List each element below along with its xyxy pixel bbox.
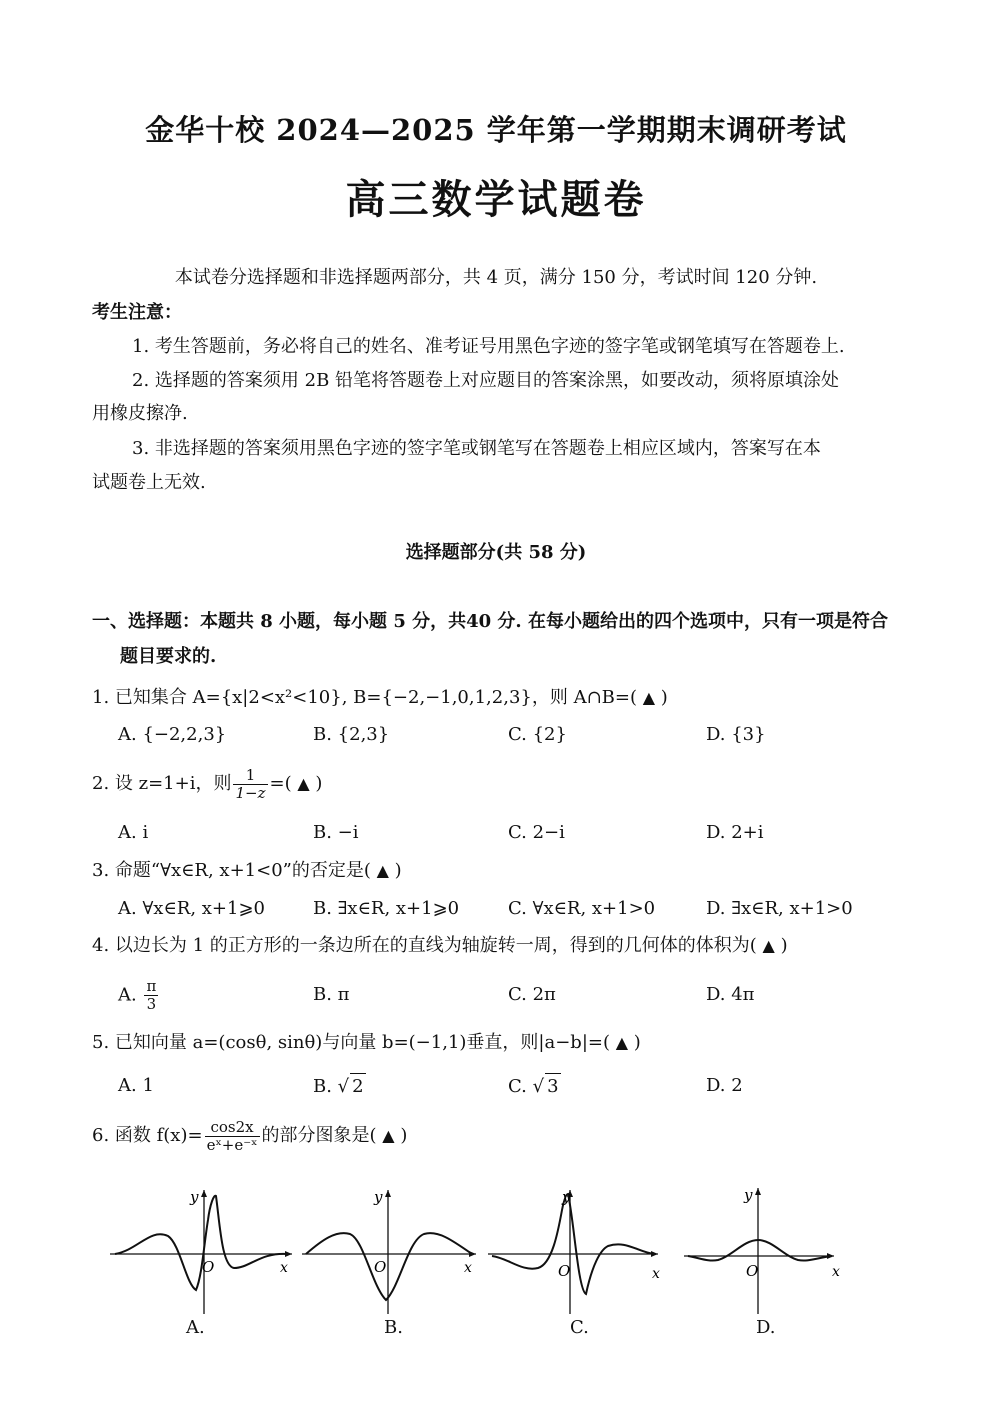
x-axis-label: x <box>652 1266 660 1282</box>
question-1-options <box>118 722 878 752</box>
y-axis-label: y <box>190 1188 199 1206</box>
fraction: $\frac{1}{1-z}$ <box>235 765 266 802</box>
option-a: A. ∀x∈R, x+1⩾0 <box>118 898 265 919</box>
answer-mark-icon: ▲ <box>297 774 310 793</box>
question-3-options <box>118 896 878 926</box>
question-2: 2. 设 z=1+i，则 $\frac{1}{1-z}$ =( ▲ ) <box>92 765 323 802</box>
question-6: 6. 函数 f(x)= $\frac{\cos 2x}{\text{eˣ+e⁻ˣ}}$ 的部分图象是( ▲ ) <box>92 1117 408 1154</box>
option-b: B. π <box>313 984 350 1005</box>
exam-subtitle: 高三数学试题卷 <box>345 176 647 223</box>
x-axis-label: x <box>832 1264 840 1280</box>
option-a: A. {−2,2,3} <box>118 724 227 745</box>
option-d: D. 4π <box>706 984 755 1005</box>
origin-label: O <box>374 1258 387 1276</box>
intro-text: 本试卷分选择题和非选择题两部分，共 4 页，满分 150 分，考试时间 120 分钟. <box>174 267 818 288</box>
answer-mark-icon: ▲ <box>376 861 389 880</box>
origin-label: O <box>558 1262 571 1280</box>
option-c: C. 2−i <box>508 822 565 843</box>
question-3: 3. 命题“∀x∈R, x+1<0”的否定是( ▲ ) <box>92 860 402 881</box>
notice-item-2-line-2: 用橡皮擦净. <box>92 403 188 424</box>
x-axis-label: x <box>464 1260 472 1276</box>
answer-mark-icon: ▲ <box>615 1033 629 1052</box>
notice-item-3-line-2: 试题卷上无效. <box>92 472 206 493</box>
question-6-stem: 6. 函数 f(x)= <box>92 1125 203 1146</box>
graph-c <box>488 1186 678 1316</box>
fraction: $\frac{\cos 2x}{\text{eˣ+e⁻ˣ}}$ <box>206 1117 258 1154</box>
part1-heading-line-1: 一、选择题：本题共 8 小题，每小题 5 分，共40 分. 在每小题给出的四个选项中，只有一项是符合 <box>92 611 888 632</box>
option-c: C. 2π <box>508 984 556 1005</box>
question-1-stem: 1. 已知集合 A={x|2<x²<10}, B={−2,−1,0,1,2,3}，则 A∩B=( <box>92 687 637 708</box>
option-d: D. 2+i <box>706 822 764 843</box>
question-4-options <box>118 978 878 1018</box>
option-d: D. ∃x∈R, x+1>0 <box>706 898 853 919</box>
origin-label: O <box>202 1258 215 1276</box>
graph-a-label: A. <box>186 1317 205 1338</box>
y-axis-label: y <box>374 1188 383 1206</box>
graph-c-label: C. <box>570 1317 589 1338</box>
question-2-options <box>118 820 878 850</box>
fraction: $\frac{\pi}{3}$ <box>146 977 157 1013</box>
x-axis-label: x <box>280 1260 288 1276</box>
section-title: 选择题部分(共 58 分) <box>405 542 587 563</box>
question-4: 4. 以边长为 1 的正方形的一条边所在的直线为轴旋转一周，得到的几何体的体积为( ▲ ) <box>92 935 788 956</box>
notice-item-2-line-1: 2. 选择题的答案须用 2B 铅笔将答题卷上对应题目的答案涂黑，如要改动，须将原填涂处 <box>132 370 840 391</box>
graph-d-label: D. <box>756 1317 776 1338</box>
answer-mark-icon: ▲ <box>642 688 656 707</box>
y-axis-label: y <box>744 1186 753 1204</box>
option-c: C. √ 3 <box>508 1073 561 1100</box>
question-3-stem: 3. 命题“∀x∈R, x+1<0”的否定是( <box>92 860 371 881</box>
notice-heading: 考生注意： <box>92 302 182 323</box>
option-b: B. √ 2 <box>313 1073 366 1100</box>
option-a: A. $\frac{\pi}{3}$ <box>118 977 157 1013</box>
part1-heading-line-2: 题目要求的. <box>120 646 217 667</box>
option-b: B. {2,3} <box>313 724 390 745</box>
option-b: B. −i <box>313 822 359 843</box>
y-axis-label: y <box>562 1188 571 1206</box>
graph-d <box>682 1186 872 1316</box>
option-d: D. 2 <box>706 1075 743 1096</box>
question-5-stem: 5. 已知向量 a=(cosθ, sinθ)与向量 b=(−1,1)垂直，则|a−b|=( <box>92 1032 610 1053</box>
option-b: B. ∃x∈R, x+1⩾0 <box>313 898 460 919</box>
graph-b <box>300 1186 490 1316</box>
origin-label: O <box>746 1262 759 1280</box>
notice-item-3-line-1: 3. 非选择题的答案须用黑色字迹的签字笔或钢笔写在答题卷上相应区域内，答案写在本 <box>132 438 821 459</box>
question-5-options <box>118 1073 878 1103</box>
option-a: A. i <box>118 822 149 843</box>
question-1: 1. 已知集合 A={x|2<x²<10}, B={−2,−1,0,1,2,3}，则 A∩B=( ▲ ) <box>92 687 668 708</box>
graph-a <box>110 1186 300 1316</box>
question-4-stem: 4. 以边长为 1 的正方形的一条边所在的直线为轴旋转一周，得到的几何体的体积为( <box>92 935 757 956</box>
option-c: C. {2} <box>508 724 567 745</box>
graph-b-label: B. <box>384 1317 403 1338</box>
question-5: 5. 已知向量 a=(cosθ, sinθ)与向量 b=(−1,1)垂直，则|a−b|=( ▲ ) <box>92 1032 641 1053</box>
option-c: C. ∀x∈R, x+1>0 <box>508 898 656 919</box>
notice-item-1: 1. 考生答题前，务必将自己的姓名、准考证号用黑色字迹的签字笔或钢笔填写在答题卷上. <box>132 336 845 357</box>
option-d: D. {3} <box>706 724 766 745</box>
option-a: A. 1 <box>118 1075 154 1096</box>
answer-mark-icon: ▲ <box>382 1126 395 1145</box>
exam-title: 金华十校 2024—2025 学年第一学期期末调研考试 <box>145 113 847 147</box>
answer-mark-icon: ▲ <box>762 936 775 955</box>
question-2-stem: 2. 设 z=1+i，则 <box>92 773 232 794</box>
